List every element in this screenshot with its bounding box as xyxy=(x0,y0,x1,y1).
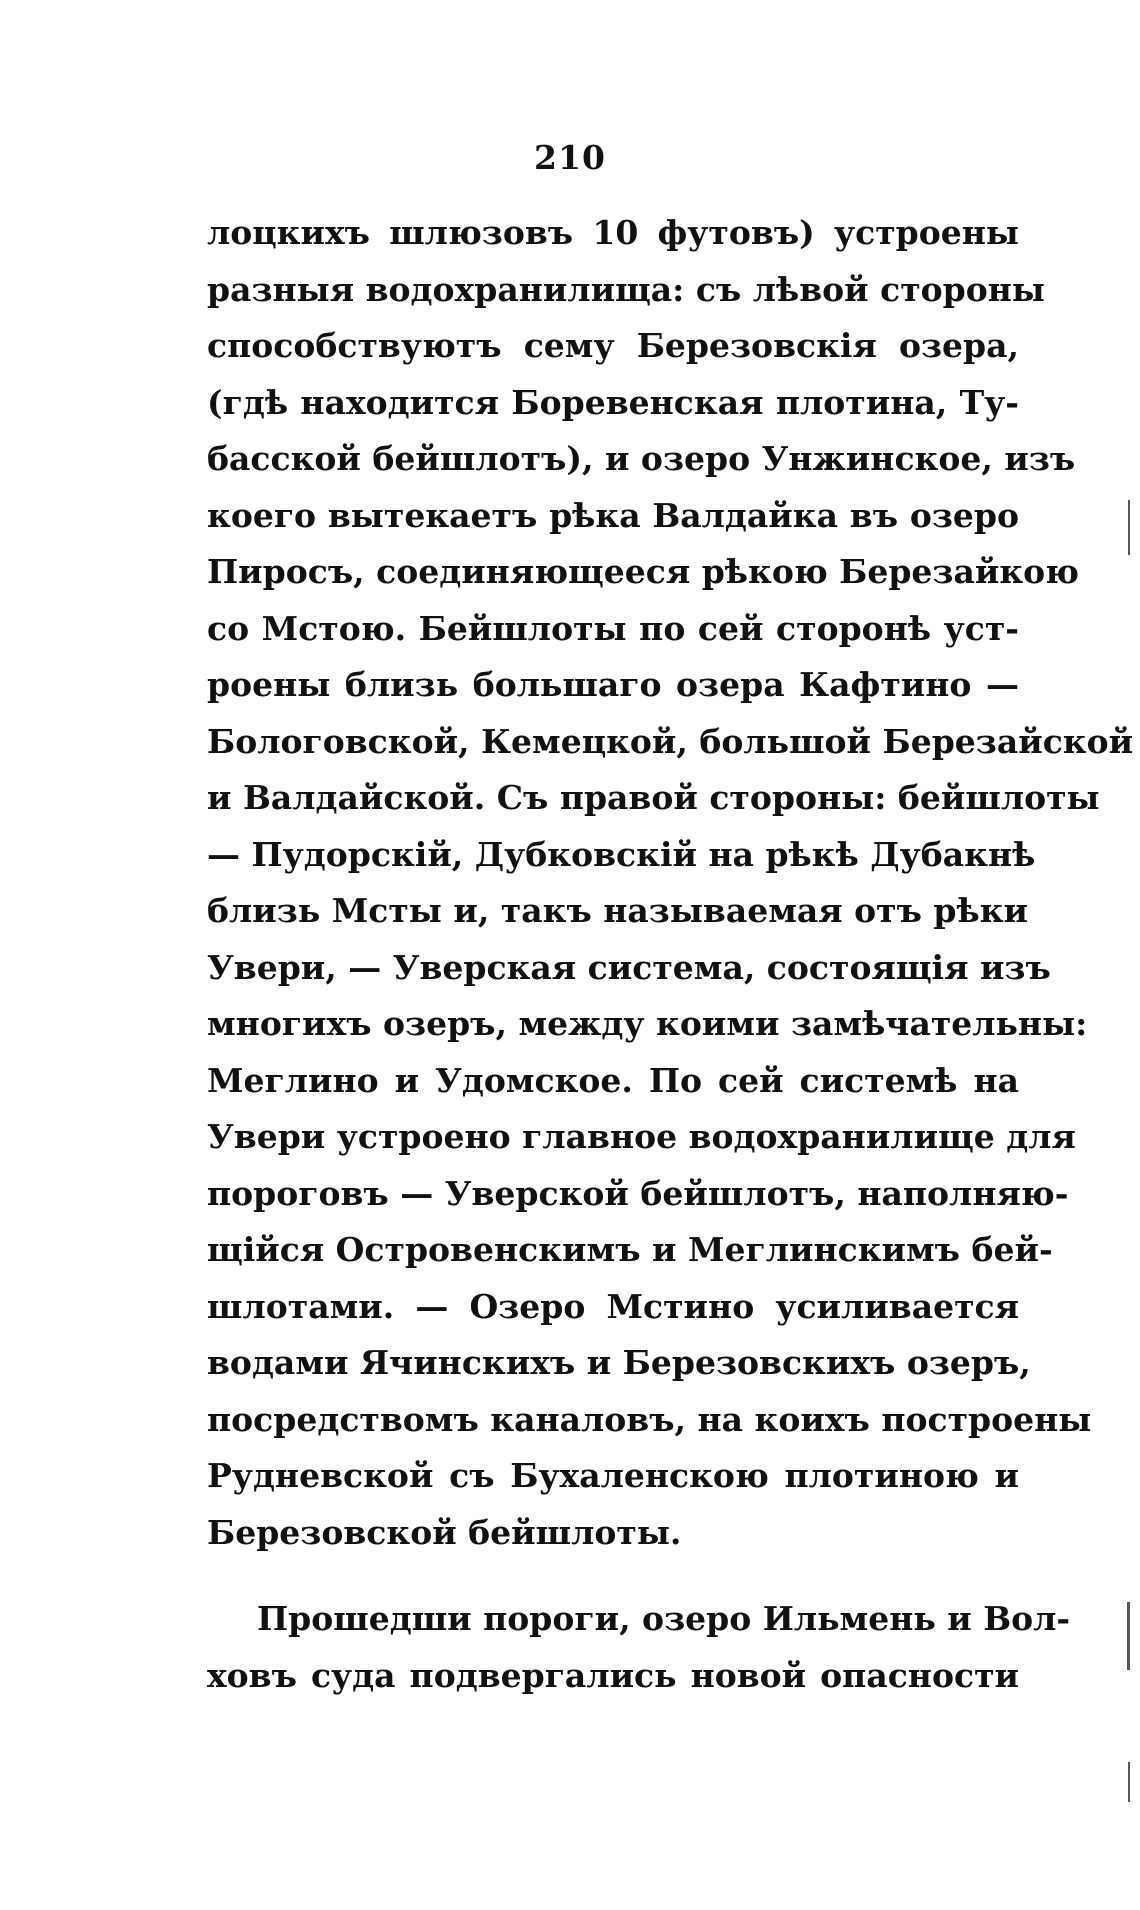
text-line: разныя водохранилища: съ лѣвой стороны xyxy=(207,269,1045,309)
text-line: Меглино и Удомское. По сей системѣ на xyxy=(207,1060,1019,1100)
text-line: Увери устроено главное водохранилище для xyxy=(207,1117,1076,1156)
text-line: щійся Островенскимъ и Меглинскимъ бей- xyxy=(207,1230,1053,1269)
paragraph-2 xyxy=(207,1591,1071,1704)
text-line: способствуютъ сему Березовскія озера, xyxy=(207,326,1019,365)
paragraph-gap xyxy=(207,1561,1019,1591)
text-line: басской бейшлотъ), и озеро Унжинское, изъ xyxy=(207,439,1076,478)
text-line: (гдѣ находится Боревенская плотина, Ту- xyxy=(207,382,1019,422)
text-line: близь Мсты и, такъ называемая отъ рѣки xyxy=(207,891,1029,930)
text-line: Прошедши пороги, озеро Ильмень и Вол- xyxy=(257,1599,1071,1638)
text-line: Березовской бейшлоты. xyxy=(207,1512,682,1552)
text-line: ховъ суда подвергались новой опасности xyxy=(207,1655,1019,1695)
page-number: 210 xyxy=(534,138,606,177)
text-line: Рудневской съ Бухаленскою плотиною и xyxy=(207,1456,1019,1495)
text-line: многихъ озеръ, между коими замѣчательны: xyxy=(207,1004,1088,1043)
text-line: пороговъ — Уверской бейшлотъ, наполняю- xyxy=(207,1173,1069,1213)
paragraph-1 xyxy=(207,205,1134,1561)
scan-edge-mark xyxy=(1128,500,1130,555)
text-line: шлотами. — Озеро Мстино усиливается xyxy=(207,1286,1019,1326)
text-line: Увери, — Уверская система, состоящія изъ xyxy=(207,947,1051,987)
text-line: и Валдайской. Съ правой стороны: бейшлоты xyxy=(207,778,1100,817)
text-line: — Пудорскій, Дубковскій на рѣкѣ Дубакнѣ xyxy=(207,834,1036,874)
text-line: посредствомъ каналовъ, на коихъ построены xyxy=(207,1399,1092,1439)
body-text xyxy=(207,205,1134,1704)
text-line: роены близь большаго озера Кафтино — xyxy=(207,665,1019,704)
scan-edge-mark xyxy=(1127,1602,1130,1670)
text-line: Пиросъ, соединяющееся рѣкою Березайкою xyxy=(207,552,1080,591)
text-line: Бологовской, Кемецкой, большой Березайской xyxy=(207,721,1134,761)
text-line: водами Ячинскихъ и Березовскихъ озеръ, xyxy=(207,1343,1031,1382)
text-line: лоцкихъ шлюзовъ 10 футовъ) устроены xyxy=(207,213,1019,252)
scan-edge-mark xyxy=(1128,1762,1130,1802)
text-line: коего вытекаетъ рѣка Валдайка въ озеро xyxy=(207,495,1019,535)
text-line: со Мстою. Бейшлоты по сей сторонѣ уст- xyxy=(207,608,1019,648)
